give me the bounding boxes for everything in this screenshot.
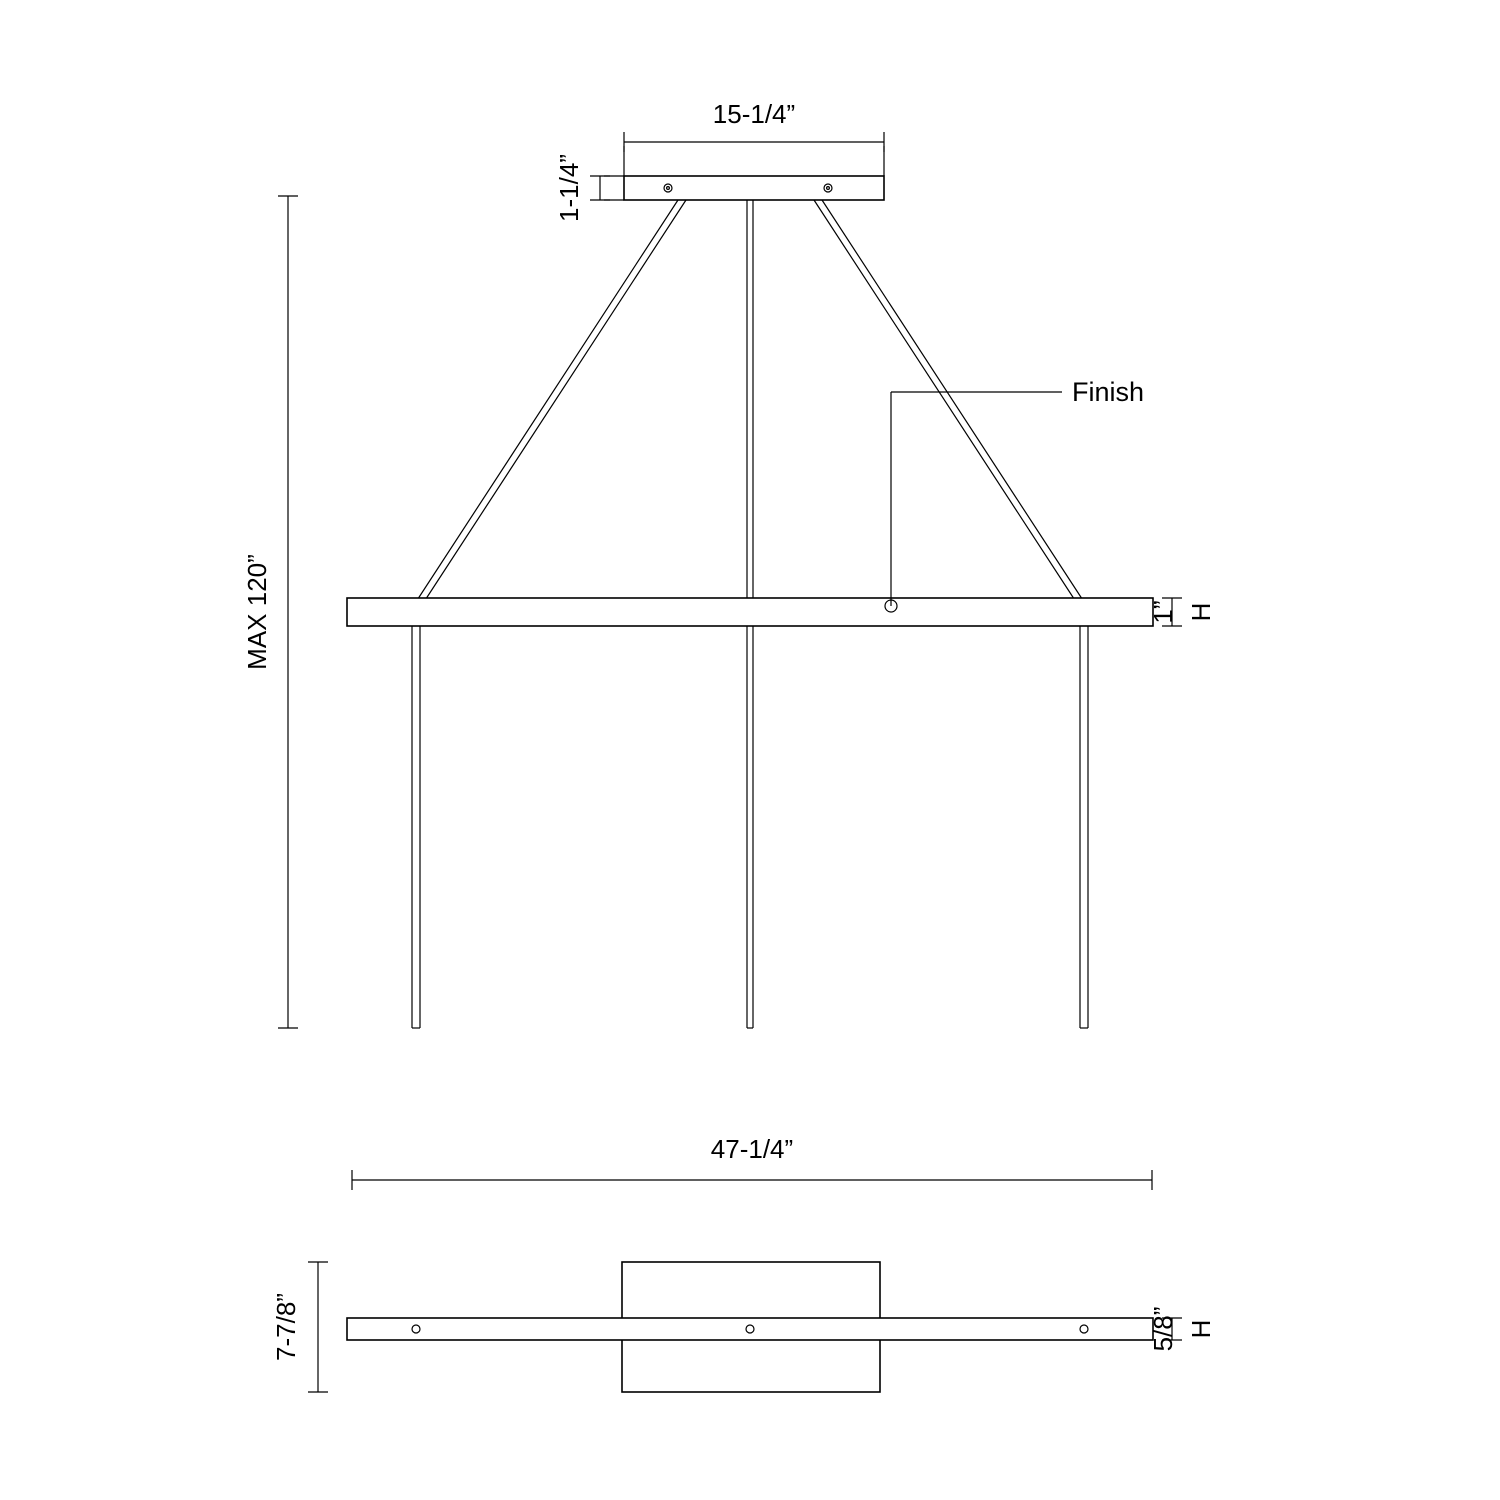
label-length: 47-1/4”	[710, 1134, 794, 1164]
label-profile-height: 5/8”	[1148, 1306, 1178, 1352]
label-max-drop: MAX 120”	[242, 554, 272, 670]
dim-max-drop	[278, 196, 298, 1028]
label-depth: 7-7/8”	[271, 1293, 301, 1361]
label-canopy-width: 15-1/4”	[712, 99, 796, 129]
label-fixture-height: 1”	[1148, 600, 1178, 624]
suspension-cables	[412, 200, 1088, 608]
fixture-body	[347, 598, 1153, 626]
dim-length	[352, 1170, 1152, 1190]
finish-leader	[891, 392, 1062, 606]
dim-canopy-height	[590, 176, 624, 200]
dim-depth	[308, 1262, 328, 1392]
label-finish: Finish	[1072, 377, 1145, 407]
label-profile-height-suffix: H	[1186, 1319, 1216, 1339]
side-view-bar	[347, 1318, 1153, 1340]
label-fixture-height-suffix: H	[1186, 602, 1216, 622]
lower-drop-rods	[412, 626, 1088, 1028]
label-canopy-height: 1-1/4”	[554, 154, 584, 222]
dim-canopy-width	[624, 132, 884, 176]
canopy-plate	[624, 176, 884, 200]
